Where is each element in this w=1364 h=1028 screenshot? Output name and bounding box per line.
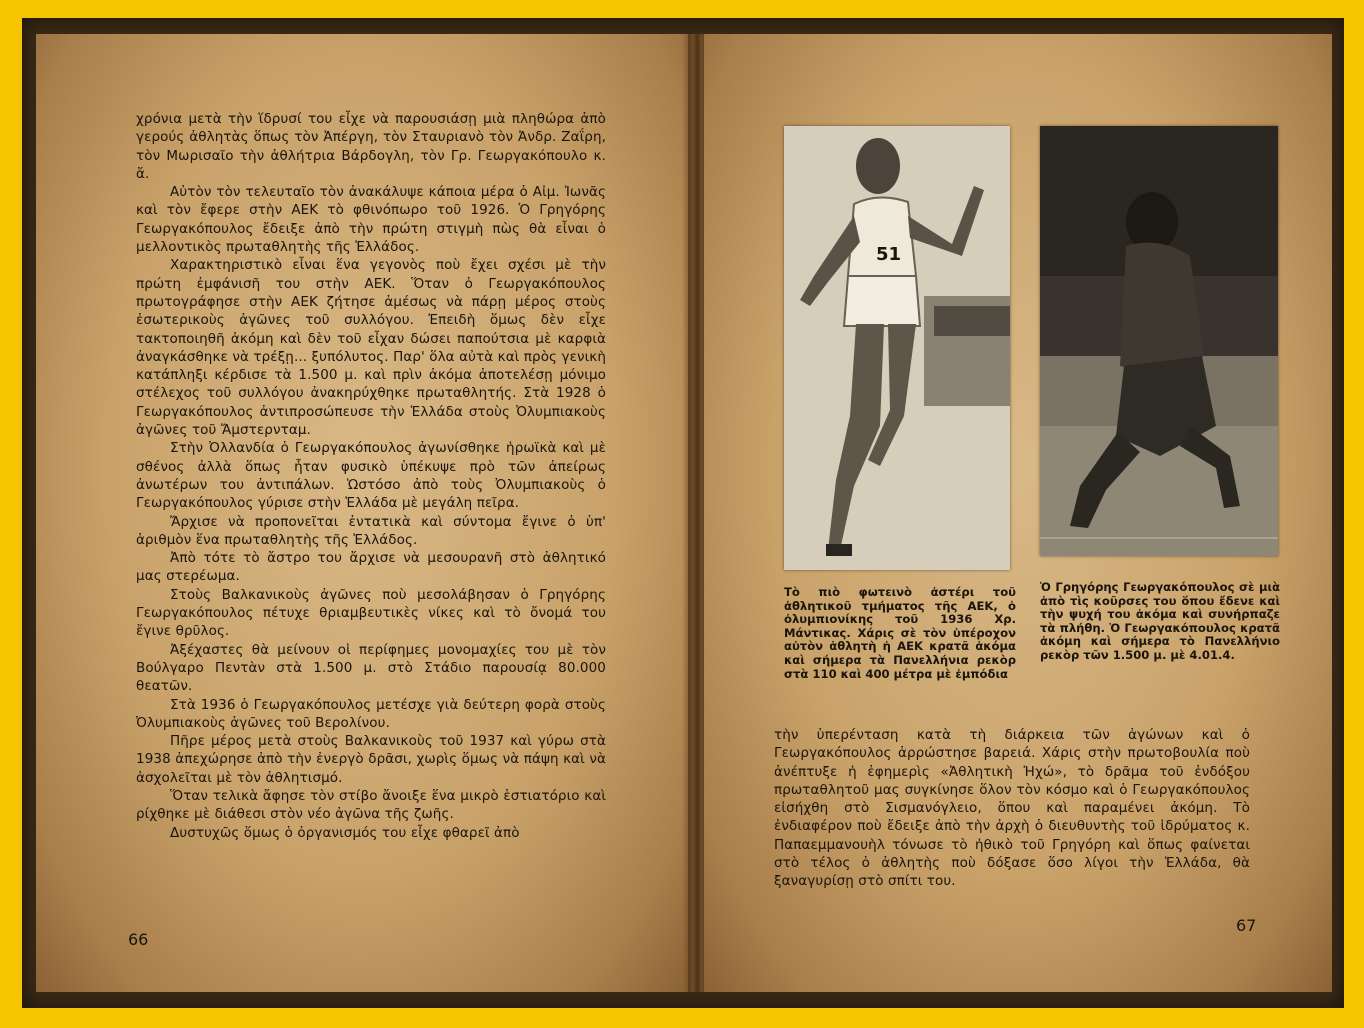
paragraph: χρόνια μετὰ τὴν ἵδρυσί του εἶχε νὰ παρουσιάσῃ μιὰ πληθώρα ἀπὸ γερούς ἀθλητὰς ὅπως τὸν Ἀπέργη, τὸν Σταυριανὸ τὸν Ἀνδρ. Ζαΐρη, τὸν Μωρισαῖο τὴν ἀθλήτρια Βάρδογλη, τὸν Γρ. Γεωργακόπουλο κ. ἄ. (136, 111, 606, 182)
right-page (704, 34, 1332, 992)
photo-caption-right: Ὁ Γρηγόρης Γεωργακόπουλος σὲ μιὰ ἀπὸ τὶς κοῦρσες του ὅπου ἔδενε καὶ τὴν ψυχή του ἀκόμα καὶ συνήρπαζε τὰ πλήθη. Ὁ Γεωργακόπουλος κρατᾶ ἀκόμη καὶ σήμερα τὸ Πανελλήνιο ρεκὸρ τῶν 1.500 μ. μὲ 4.01.4. (1040, 580, 1280, 662)
bib-number: 51 (876, 244, 902, 265)
runner-photo-icon (784, 126, 1010, 570)
paragraph: Δυστυχῶς ὅμως ὁ ὀργανισμός του εἶχε φθαρεῖ ἀπὸ (170, 824, 520, 841)
paragraph: Ἀπὸ τότε τὸ ἄστρο του ἄρχισε νὰ μεσουρανῆ στὸ ἀθλητικό μας στερέωμα. (136, 550, 606, 585)
paragraph: Πῆρε μέρος μετὰ στοὺς Βαλκανικοὺς τοῦ 1937 καὶ γύρω στὰ 1938 ἀπεχώρησε ἀπὸ τὴν ἐνεργὸ δρᾶσι, χωρὶς ὅμως νὰ πάψη καὶ νὰ ἀσχολεῖται μὲ τὸν ἀθλητισμό. (136, 733, 606, 786)
runner-photo (784, 126, 1010, 570)
paragraph: Ὅταν τελικὰ ἄφησε τὸν στίβο ἄνοιξε ἕνα μικρὸ ἑστιατόριο καὶ ρίχθηκε μὲ διάθεσι στὸν νέο ἀγῶνα τῆς ζωῆς. (136, 787, 606, 823)
photo-caption-left: Τὸ πιὸ φωτεινὸ ἀστέρι τοῦ ἀθλητικοῦ τμήματος τῆς ΑΕΚ, ὁ ὀλυμπιονίκης τοῦ 1936 Χρ. Μάντικας. Χάρις σὲ τὸν ὑπέροχον αὐτὸν ἀθλητὴ ἡ ΑΕΚ κρατᾶ ἀκόμα καὶ σήμερα τὰ Πανελλήνια ρεκὸρ στὰ 110 καὶ 400 μέτρα μὲ ἐμπόδια (784, 585, 1016, 681)
paragraph: Στὴν Ὀλλανδία ὁ Γεωργακόπουλος ἀγωνίσθηκε ἡρωϊκὰ καὶ μὲ σθένος ἀλλὰ ὅπως ἦταν φυσικὸ ὑπέκυψε πρὸ τῶν ἀπείρως ἀνωτέρων του ἀντιπάλων. Ὡστόσο ἀπὸ τοὺς Ὀλυμπιακοὺς ὁ Γεωργακόπουλος γύρισε στὴν Ἑλλάδα μὲ μεγάλη πεῖρα. (136, 440, 606, 512)
book-spread (22, 18, 1344, 1008)
page-number: 66 (128, 930, 149, 949)
left-page (36, 34, 688, 992)
paragraph: Αὐτὸν τὸν τελευταῖο τὸν ἀνακάλυψε κάποια μέρα ὁ Αἰμ. Ἰωνᾶς καὶ τὸν ἔφερε στὴν ΑΕΚ τὸ φθινόπωρο τοῦ 1926. Ὁ Γρηγόρης Γεωργακόπουλος ἔδειξε ἀπὸ τὴν πρώτη στιγμὴ πὼς θὰ εἶναι ὁ μελλοντικὸς πρωταθλητὴς τῆς Ἑλλάδος. (136, 184, 606, 256)
left-page-text (136, 110, 606, 842)
crouching-athlete-photo (1040, 126, 1278, 556)
paragraph: Ἀξέχαστες θὰ μείνουν οἱ περίφημες μονομαχίες του μὲ τὸν Βούλγαρο Πεντὰν στὰ 1.500 μ. στὸ Στάδιο παρουσίᾳ 80.000 θεατῶν. (136, 641, 606, 695)
paragraph: Χαρακτηριστικὸ εἶναι ἕνα γεγονὸς ποὺ ἔχει σχέσι μὲ τὴν πρώτη ἐμφάνισῆ του στὴν ΑΕΚ. Ὅταν ὁ Γεωργακόπουλος πρωτογράφησε στὴν ΑΕΚ ζήτησε ἀμέσως νὰ πάρῃ μέρος στοὺς ἐσωτερικοὺς ἀγῶνες τοῦ συλλόγου. Ἐπειδὴ ὅμως δὲν εἶχε τακτοποιηθῆ ἀκόμη καὶ δὲν τοῦ εἶχαν δώσει παπούτσια μὲ καρφιὰ ἀναγκάσθηκε νὰ τρέξῃ... ξυπόλυτος. Παρ' ὅλα αὐτὰ καὶ πρὸς γενικὴ κατάπληξι κέρδισε τὰ 1.500 μ. καὶ πρὶν ἀκόμα ἀποτελέσῃ μόνιμο στέλεχος τοῦ συλλόγου ἀνακηρύχθηκε πρωταθλητής. Στὰ 1928 ὁ Γεωργακόπουλος ἀντιπροσώπευσε τὴν Ἑλλάδα στοὺς Ὀλυμπιακοὺς ἀγῶνες τοῦ Ἄμστερνταμ. (136, 257, 606, 439)
paragraph: Στὰ 1936 ὁ Γεωργακόπουλος μετέσχε γιὰ δεύτερη φορὰ στοὺς Ὀλυμπιακοὺς ἀγῶνες τοῦ Βερολίνου. (136, 696, 606, 731)
crouching-athlete-photo-icon (1040, 126, 1278, 556)
right-page-text (774, 726, 1250, 891)
page-number: 67 (1236, 916, 1257, 935)
paragraph: Στοὺς Βαλκανικοὺς ἀγῶνες ποὺ μεσολάβησαν ὁ Γρηγόρης Γεωργακόπουλος πέτυχε θριαμβευτικὲς νίκες καὶ τὸ ὄνομά του ἔγινε θρῦλος. (136, 586, 606, 640)
paragraph: τὴν ὑπερένταση κατὰ τὴ διάρκεια τῶν ἀγώνων καὶ ὁ Γεωργακόπουλος ἀρρώστησε βαρειά. Χάρις στὴν πρωτοβουλία ποὺ ἀνέπτυξε ἡ ἐφημερὶς «Ἀθλητικὴ Ἠχώ», τὸ δρᾶμα τοῦ ἐνδόξου πρωταθλητοῦ μας συγκίνησε ὅλον τὸν κόσμο καὶ ὁ Γεωργακόπουλος εἰσήχθη στὸ Σισμανόγλειο, ὅπου καὶ παραμένει ἀκόμη. Τὸ ἐνδιαφέρον ποὺ ἔδειξε ἀπὸ τὴν ἀρχὴ ὁ διευθυντὴς τοῦ ἱδρύματος κ. Παπαεμμανουὴλ τόνωσε τὸ ἠθικὸ τοῦ Γρηγόρη καὶ ὅπως φαίνεται στὸ τέλος ὁ ἀθλητὴς ποὺ δόξασε ὅσο λίγοι τὴν Ἑλλάδα, θὰ ξαναγυρίσῃ στὸ σπίτι του. (774, 727, 1250, 890)
paragraph: Ἄρχισε νὰ προπονεῖται ἐντατικὰ καὶ σύντομα ἔγινε ὁ ὑπ' ἀριθμὸν ἕνα πρωταθλητὴς τῆς Ἑλλάδος. (136, 513, 606, 548)
